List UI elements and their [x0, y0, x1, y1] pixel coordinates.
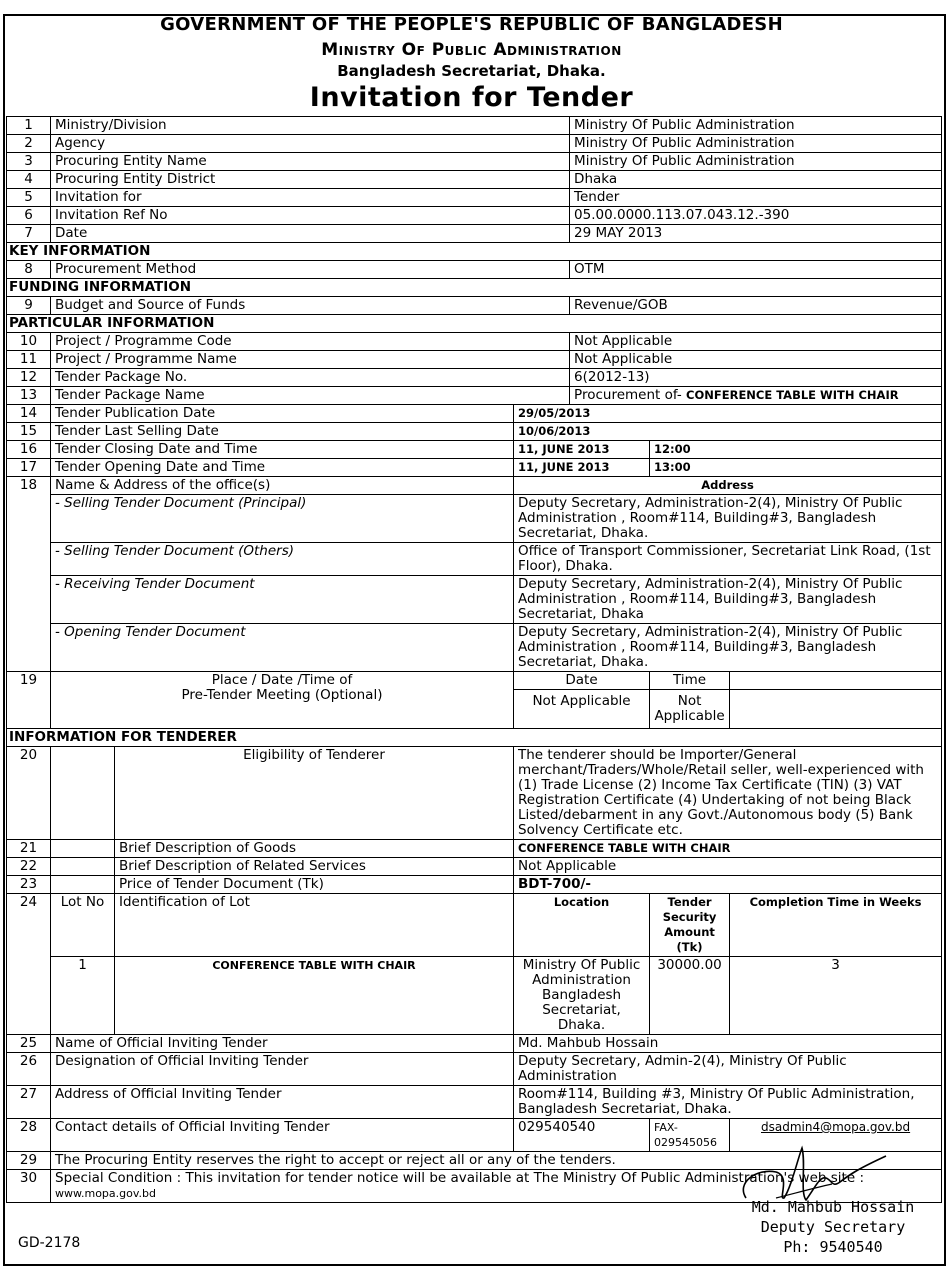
- field-label: Price of Tender Document (Tk): [115, 876, 514, 894]
- row-number: 28: [7, 1119, 51, 1152]
- field-value: The tenderer should be Importer/General merchant/Traders/Whole/Retail seller, well-experienced with (1) Trade License (2) Income Tax Certificate (TIN) (3) VAT Registration Certificate (4) Undertaking of not being Black Listed/debarment in any Govt./Autonomous body (5) Bank Solvency Certificate etc.: [514, 747, 942, 840]
- row-number: 2: [7, 135, 51, 153]
- table-row: [7, 459, 942, 477]
- lot-identification: CONFERENCE TABLE WITH CHAIR: [115, 957, 514, 1035]
- completion-heading: Completion Time in Weeks: [730, 894, 942, 957]
- field-label: Name of Official Inviting Tender: [51, 1035, 514, 1053]
- field-value: Revenue/GOB: [570, 297, 942, 315]
- row-number: 12: [7, 369, 51, 387]
- table-row: [7, 207, 942, 225]
- field-value: Ministry Of Public Administration: [570, 135, 942, 153]
- row-number: 18: [7, 477, 51, 672]
- table-row: [7, 225, 942, 243]
- field-label: Tender Publication Date: [51, 405, 514, 423]
- section-heading: INFORMATION FOR TENDERER: [7, 729, 942, 747]
- date-heading: Date: [514, 672, 650, 690]
- header-ministry: Ministry Of Public Administration: [321, 40, 622, 60]
- field-value: The Procuring Entity reserves the right to accept or reject all or any of the tenders.: [51, 1152, 942, 1170]
- row-number: 19: [7, 672, 51, 729]
- row-number: 4: [7, 171, 51, 189]
- tender-table: [6, 116, 942, 1203]
- section-row: [7, 279, 942, 297]
- field-value: Not Applicable: [570, 333, 942, 351]
- lot-number: 1: [51, 957, 115, 1035]
- table-row: [7, 840, 942, 858]
- row-number: 1: [7, 117, 51, 135]
- signatory-phone: Ph: 9540540: [783, 1238, 883, 1256]
- field-value: BDT-700/-: [514, 876, 942, 894]
- pre-tender-label-2: Pre-Tender Meeting (Optional): [181, 687, 383, 703]
- field-value: 10/06/2013: [514, 423, 942, 441]
- section-heading: KEY INFORMATION: [7, 243, 942, 261]
- row-number: 17: [7, 459, 51, 477]
- table-row: [7, 441, 942, 459]
- row-number: 20: [7, 747, 51, 840]
- row-number: 5: [7, 189, 51, 207]
- field-value: Ministry Of Public Administration: [570, 153, 942, 171]
- field-label: Invitation for: [51, 189, 570, 207]
- field-value: 29/05/2013: [514, 405, 942, 423]
- field-value: 29 MAY 2013: [570, 225, 942, 243]
- row-number: 8: [7, 261, 51, 279]
- table-row: [7, 747, 942, 840]
- field-label: Tender Package Name: [51, 387, 570, 405]
- office-label: - Receiving Tender Document: [51, 576, 514, 624]
- field-label: Brief Description of Goods: [115, 840, 514, 858]
- field-label: Eligibility of Tenderer: [115, 747, 514, 840]
- office-row: [7, 624, 942, 672]
- tender-security: 30000.00: [650, 957, 730, 1035]
- security-heading: Tender Security Amount (Tk): [650, 894, 730, 957]
- field-value: [570, 387, 942, 405]
- section-row: [7, 729, 942, 747]
- field-label: Tender Closing Date and Time: [51, 441, 514, 459]
- pre-tender-date: Not Applicable: [514, 690, 650, 729]
- field-label: Ministry/Division: [51, 117, 570, 135]
- row-number: 27: [7, 1086, 51, 1119]
- field-value: Deputy Secretary, Admin-2(4), Ministry Of Public Administration: [514, 1053, 942, 1086]
- header-government: GOVERNMENT OF THE PEOPLE'S REPUBLIC OF BANGLADESH: [160, 14, 783, 35]
- section-row: [7, 315, 942, 333]
- field-value: OTM: [570, 261, 942, 279]
- table-row: [7, 894, 942, 957]
- field-label: Procuring Entity Name: [51, 153, 570, 171]
- header-secretariat: Bangladesh Secretariat, Dhaka.: [337, 62, 606, 80]
- lot-heading: Lot No: [51, 894, 115, 957]
- closing-date: 11, JUNE 2013: [514, 441, 650, 459]
- field-value: Not Applicable: [570, 351, 942, 369]
- row-number: 7: [7, 225, 51, 243]
- table-row: [7, 957, 942, 1035]
- address-heading: Address: [514, 477, 942, 495]
- row-number: 3: [7, 153, 51, 171]
- office-label: - Selling Tender Document (Principal): [51, 495, 514, 543]
- field-label: Project / Programme Name: [51, 351, 570, 369]
- table-row: [7, 369, 942, 387]
- row-number: 26: [7, 1053, 51, 1086]
- field-value: CONFERENCE TABLE WITH CHAIR: [514, 840, 942, 858]
- field-value: Tender: [570, 189, 942, 207]
- field-value: 6(2012-13): [570, 369, 942, 387]
- section-heading: FUNDING INFORMATION: [7, 279, 942, 297]
- row-number: 24: [7, 894, 51, 1035]
- row-number: 14: [7, 405, 51, 423]
- opening-date: 11, JUNE 2013: [514, 459, 650, 477]
- field-value: 05.00.0000.113.07.043.12.-390: [570, 207, 942, 225]
- field-label: Address of Official Inviting Tender: [51, 1086, 514, 1119]
- table-row: [7, 171, 942, 189]
- location-heading: Location: [514, 894, 650, 957]
- table-row: [7, 672, 942, 690]
- contact-phone: 029540540: [514, 1119, 650, 1152]
- table-row: [7, 1086, 942, 1119]
- field-label: Agency: [51, 135, 570, 153]
- ident-heading: Identification of Lot: [115, 894, 514, 957]
- row-number: 21: [7, 840, 51, 858]
- table-row: [7, 135, 942, 153]
- time-heading: Time: [650, 672, 730, 690]
- field-label: Project / Programme Code: [51, 333, 570, 351]
- field-label: Date: [51, 225, 570, 243]
- row-number: 6: [7, 207, 51, 225]
- office-label: - Opening Tender Document: [51, 624, 514, 672]
- field-label: Procurement Method: [51, 261, 570, 279]
- field-label: Contact details of Official Inviting Tender: [51, 1119, 514, 1152]
- office-address: Deputy Secretary, Administration-2(4), Ministry Of Public Administration , Room#114, Building#3, Bangladesh Secretariat, Dhaka.: [514, 624, 942, 672]
- row-number: 16: [7, 441, 51, 459]
- field-label: Budget and Source of Funds: [51, 297, 570, 315]
- blank-cell: [51, 858, 115, 876]
- field-label: Brief Description of Related Services: [115, 858, 514, 876]
- pre-tender-time: Not Applicable: [650, 690, 730, 729]
- row-number: 29: [7, 1152, 51, 1170]
- table-row: [7, 351, 942, 369]
- signatory-name: Md. Mahbub Hossain: [751, 1198, 915, 1216]
- table-row: [7, 189, 942, 207]
- table-row: [7, 477, 942, 495]
- table-row: [7, 858, 942, 876]
- contact-fax: FAX- 029545056: [650, 1119, 730, 1152]
- field-label: Tender Opening Date and Time: [51, 459, 514, 477]
- field-label: Designation of Official Inviting Tender: [51, 1053, 514, 1086]
- row-number: 23: [7, 876, 51, 894]
- package-name: CONFERENCE TABLE WITH CHAIR: [686, 388, 899, 402]
- field-label: Invitation Ref No: [51, 207, 570, 225]
- row-number: 10: [7, 333, 51, 351]
- row-number: 30: [7, 1170, 51, 1203]
- closing-time: 12:00: [650, 441, 942, 459]
- opening-time: 13:00: [650, 459, 942, 477]
- field-value: Ministry Of Public Administration: [570, 117, 942, 135]
- field-label: Name & Address of the office(s): [51, 477, 514, 495]
- table-row: [7, 261, 942, 279]
- field-value: Room#114, Building #3, Ministry Of Public Administration, Bangladesh Secretariat, Dhaka.: [514, 1086, 942, 1119]
- table-row: [7, 1053, 942, 1086]
- table-row: [7, 876, 942, 894]
- blank-cell: [51, 747, 115, 840]
- table-row: [7, 423, 942, 441]
- special-condition: Special Condition : This invitation for tender notice will be available at The Ministry Of Public Administration's web site :: [55, 1170, 864, 1186]
- contact-email[interactable]: dsadmin4@mopa.gov.bd: [730, 1119, 942, 1152]
- table-row: [7, 405, 942, 423]
- office-address: Deputy Secretary, Administration-2(4), Ministry Of Public Administration , Room#114, Building#3, Bangladesh Secretariat, Dhaka: [514, 576, 942, 624]
- table-row: [7, 117, 942, 135]
- row-number: 13: [7, 387, 51, 405]
- row-number: 25: [7, 1035, 51, 1053]
- table-row: [7, 387, 942, 405]
- blank-cell: [730, 690, 942, 729]
- field-value: Dhaka: [570, 171, 942, 189]
- field-label: Procuring Entity District: [51, 171, 570, 189]
- row-number: 22: [7, 858, 51, 876]
- office-address: Deputy Secretary, Administration-2(4), Ministry Of Public Administration , Room#114, Building#3, Bangladesh Secretariat, Dhaka.: [514, 495, 942, 543]
- lot-location: Ministry Of Public Administration Bangladesh Secretariat, Dhaka.: [514, 957, 650, 1035]
- table-row: [7, 1035, 942, 1053]
- field-label: Tender Last Selling Date: [51, 423, 514, 441]
- office-label: - Selling Tender Document (Others): [51, 543, 514, 576]
- row-number: 11: [7, 351, 51, 369]
- office-row: [7, 576, 942, 624]
- table-row: [7, 333, 942, 351]
- signature-block: [738, 1197, 928, 1257]
- table-row: [7, 153, 942, 171]
- office-row: [7, 495, 942, 543]
- blank-cell: [730, 672, 942, 690]
- office-row: [7, 543, 942, 576]
- table-row: [7, 297, 942, 315]
- signatory-designation: Deputy Secretary: [760, 1218, 906, 1236]
- footer-code: GD-2178: [18, 1235, 81, 1251]
- section-heading: PARTICULAR INFORMATION: [7, 315, 942, 333]
- blank-cell: [51, 876, 115, 894]
- row-number: 15: [7, 423, 51, 441]
- page-title: Invitation for Tender: [309, 82, 634, 113]
- package-prefix: Procurement of-: [574, 387, 682, 403]
- section-row: [7, 243, 942, 261]
- field-label: [51, 672, 514, 729]
- website-url[interactable]: www.mopa.gov.bd: [55, 1187, 156, 1200]
- completion-weeks: 3: [730, 957, 942, 1035]
- row-number: 9: [7, 297, 51, 315]
- pre-tender-label-1: Place / Date /Time of: [211, 672, 353, 688]
- field-value: Md. Mahbub Hossain: [514, 1035, 942, 1053]
- blank-cell: [51, 840, 115, 858]
- field-label: Tender Package No.: [51, 369, 570, 387]
- field-value: Not Applicable: [514, 858, 942, 876]
- office-address: Office of Transport Commissioner, Secretariat Link Road, (1st Floor), Dhaka.: [514, 543, 942, 576]
